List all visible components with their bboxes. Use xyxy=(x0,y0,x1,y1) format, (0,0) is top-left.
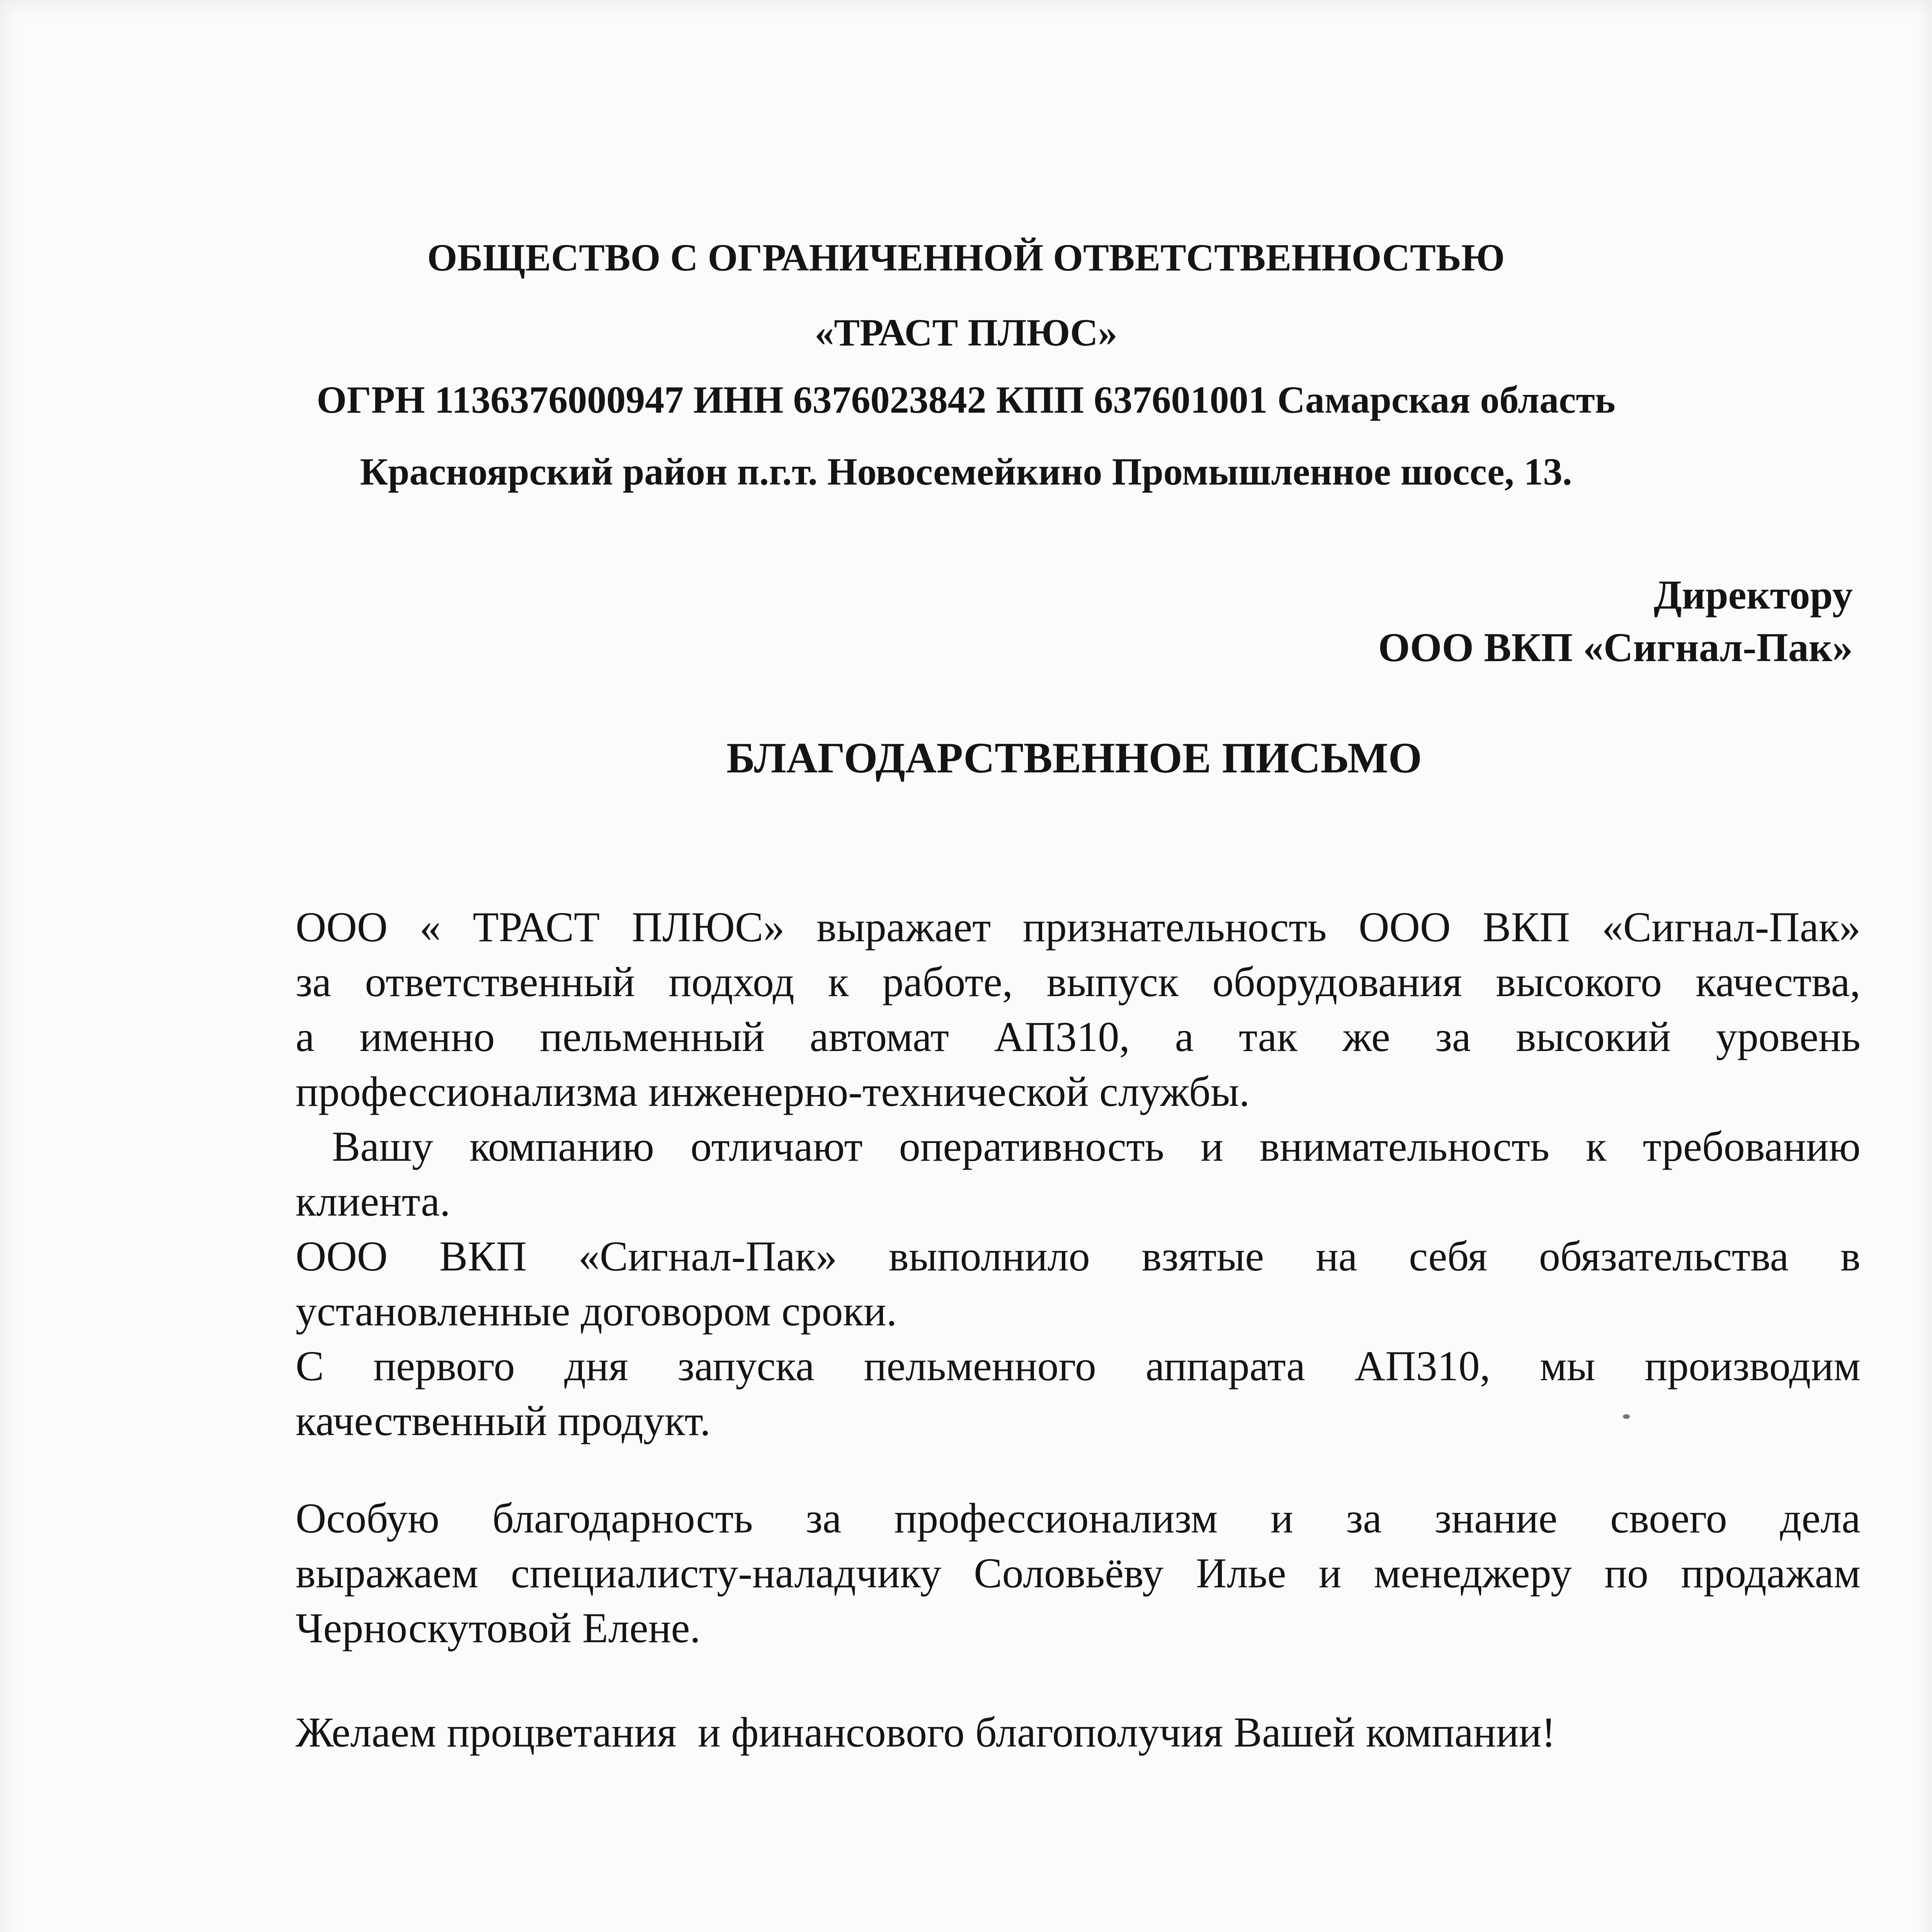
company-name-line: ОБЩЕСТВО С ОГРАНИЧЕННОЙ ОТВЕТСТВЕННОСТЬЮ xyxy=(427,236,1505,279)
body-paragraph-1 xyxy=(296,900,1861,1448)
body-line: выражаем специалисту-наладчику Соловьёву Илье и менеджеру по продажам xyxy=(296,1549,1861,1597)
body-line: Особую благодарность за профессионализм и за знание своего дела xyxy=(296,1495,1861,1542)
addressee-company: ООО ВКП «Сигнал-Пак» xyxy=(1378,625,1853,670)
closing-line xyxy=(296,1705,1861,1760)
body-line: клиента. xyxy=(296,1178,451,1225)
company-brand: «ТРАСТ ПЛЮС» xyxy=(815,311,1117,354)
body-line: установленные договором сроки. xyxy=(296,1287,897,1335)
company-address: Красноярский район п.г.т. Новосемейкино Промышленное шоссе, 13. xyxy=(360,450,1572,493)
scan-speck xyxy=(1623,1414,1630,1419)
letter-title: БЛАГОДАРСТВЕННОЕ ПИСЬМО xyxy=(726,734,1422,782)
closing-text: Желаем процветания и финансового благополучия Вашей компании! xyxy=(296,1709,1556,1756)
body-line: а именно пельменный автомат АП310, а так же за высокий уровень xyxy=(296,1013,1861,1060)
body-line: С первого дня запуска пельменного аппарата АП310, мы производим xyxy=(296,1342,1861,1389)
body-line: ООО « ТРАСТ ПЛЮС» выражает признательность ООО ВКП «Сигнал-Пак» xyxy=(296,903,1861,951)
body-line: Черноскутовой Елене. xyxy=(296,1604,701,1651)
company-registration: ОГРН 1136376000947 ИНН 6376023842 КПП 637601001 Самарская область xyxy=(316,378,1616,421)
body-line: Вашу компанию отличают оперативность и внимательность к требованию xyxy=(296,1123,1861,1170)
body-paragraph-2 xyxy=(296,1491,1861,1655)
body-line: за ответственный подход к работе, выпуск оборудования высокого качества, xyxy=(296,958,1861,1005)
addressee-position: Директору xyxy=(1653,572,1853,617)
body-line: качественный продукт. xyxy=(296,1397,711,1444)
body-line: профессионализма инженерно-технической службы. xyxy=(296,1068,1250,1115)
body-line: ООО ВКП «Сигнал-Пак» выполнило взятые на себя обязательства в xyxy=(296,1233,1861,1280)
